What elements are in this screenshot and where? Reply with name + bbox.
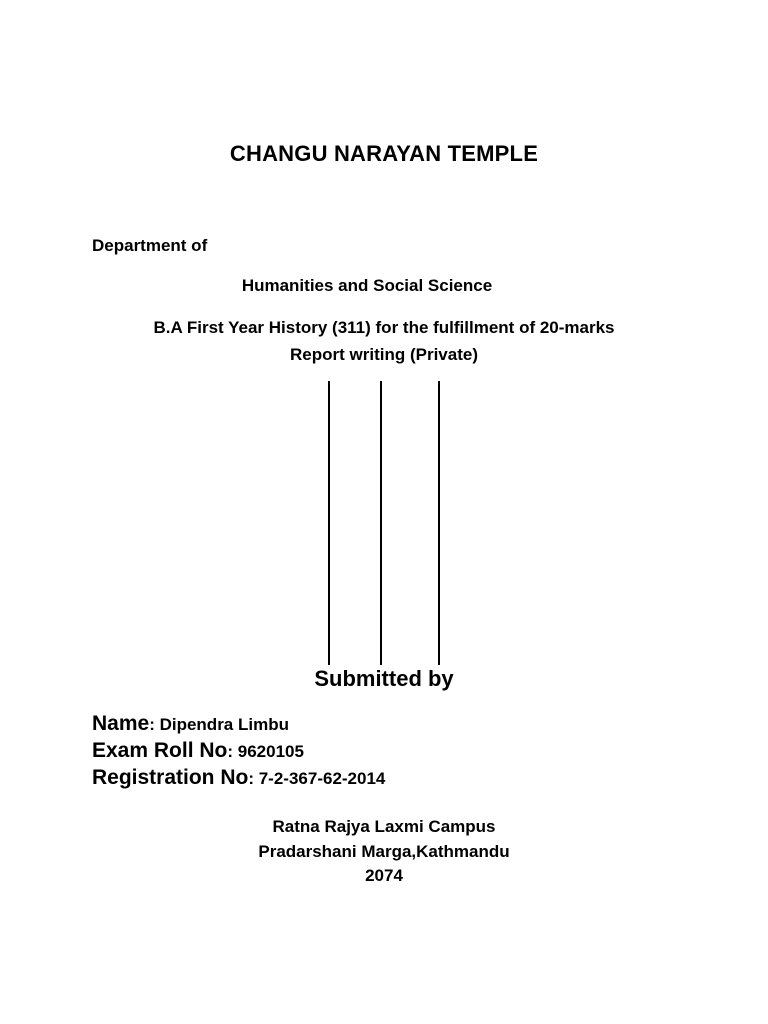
name-value: : Dipendra Limbu	[149, 715, 289, 734]
department-name: Humanities and Social Science	[241, 276, 493, 295]
vertical-rule-right	[438, 381, 440, 665]
submission-year: 2074	[365, 866, 403, 885]
purpose-line-1: B.A First Year History (311) for the fulfillment of 20-marks	[153, 318, 615, 337]
registration-label: Registration No	[92, 766, 249, 789]
student-name-row	[92, 712, 289, 736]
vertical-rule-left	[328, 381, 330, 665]
campus-name: Ratna Rajya Laxmi Campus	[272, 817, 496, 836]
exam-roll-label: Exam Roll No	[92, 739, 228, 762]
exam-roll-row	[92, 739, 304, 763]
document-title: CHANGU NARAYAN TEMPLE	[229, 141, 539, 166]
department-label: Department of	[92, 236, 208, 255]
registration-row	[92, 766, 385, 790]
submitted-by-heading: Submitted by	[314, 666, 454, 691]
exam-roll-value: : 9620105	[227, 742, 304, 761]
registration-value: : 7-2-367-62-2014	[248, 769, 386, 788]
name-label: Name	[92, 712, 150, 735]
campus-address: Pradarshani Marga,Kathmandu	[258, 842, 510, 861]
vertical-rule-middle	[380, 381, 382, 665]
purpose-line-2: Report writing (Private)	[290, 345, 478, 364]
